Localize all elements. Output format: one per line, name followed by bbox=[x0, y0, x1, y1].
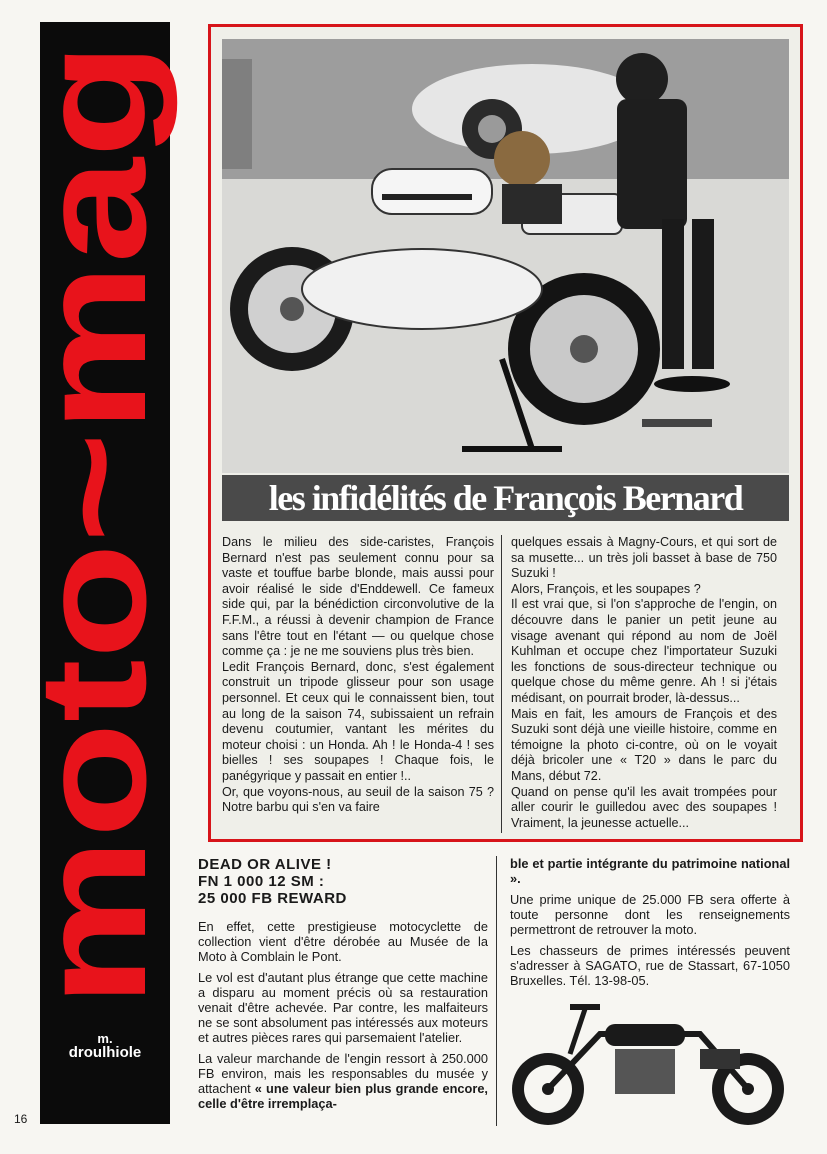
feature-paragraph: quelques essais à Magny-Cours, et qui sort de sa musette... un très joli basset à base de 750 Suzuki ! bbox=[511, 535, 777, 581]
masthead-title: moto~mag bbox=[8, 234, 178, 1007]
masthead-logo bbox=[8, 22, 178, 1022]
dead-or-alive-article bbox=[198, 856, 488, 1117]
dead-quote-bold: ble et partie intégrante du patrimoine national ». bbox=[510, 856, 790, 886]
dead-heading-line: DEAD OR ALIVE ! bbox=[198, 856, 332, 873]
author-name: droulhiole bbox=[68, 1044, 142, 1061]
feature-paragraph: Dans le milieu des side-caristes, François Bernard n'est pas seulement connu pour sa vaste et touffue barbe blonde, mais aussi pour avoir réalisé le side d'Enddewell. Ce fameux side qui, par la bénédiction circonvolutive de la F.F.M., a réussi à devenir champion de France sans l'être tout en l'étant — ou quelque chose comme ça : je ne me souviens plus très bien. bbox=[222, 535, 494, 659]
dead-heading bbox=[198, 856, 488, 907]
dead-paragraph bbox=[510, 856, 790, 886]
feature-paragraph: Il est vrai que, si l'on s'approche de l'engin, on découvre dans le panier un petit jeune au visage avenant qui répond au nom de Joël Kuhlman et occupe chez l'importateur Suzuki les fonctions de sous-directeur technique ou quelque chose du même genre. Ah ! si j'étais médisant, on pourrait broder, là-dessus... bbox=[511, 597, 777, 705]
feature-column-2 bbox=[511, 535, 777, 831]
feature-paragraph: Ledit François Bernard, donc, s'est également construit un tripode glisseur pour son usage personnel. Et ceux qui le connaissent bien, tout au long de la saison 74, subissaient un refrain devenu coutumier, vantant les mérites du moteur choisi : un Honda. Ah ! le Honda-4 ! ses bielles ! ses soupapes ! Chaque fois, le panégyrique y passait en entier !.. bbox=[222, 659, 494, 783]
dead-paragraph: Les chasseurs de primes intéressés peuvent s'adresser à SAGATO, rue de Stassart, 67-1050 Bruxelles. Tél. 13-98-05. bbox=[510, 943, 790, 988]
feature-paragraph: Quand on pense qu'il les avait trompées pour aller courir le guilledou avec des soupapes ! Vraiment, la jeunesse actuelle... bbox=[511, 784, 777, 830]
fn-motorcycle-illustration bbox=[510, 994, 790, 1132]
feature-photo bbox=[222, 39, 789, 473]
feature-paragraph: Or, que voyons-nous, au seuil de la saison 75 ? Notre barbu qui s'en va faire bbox=[222, 784, 494, 815]
dead-paragraph: Une prime unique de 25.000 FB sera offerte à toute personne dont les renseignements permettront de retrouver la moto. bbox=[510, 892, 790, 937]
author-byline bbox=[40, 1032, 170, 1060]
column-divider bbox=[501, 535, 502, 833]
page-number: 16 bbox=[14, 1112, 28, 1126]
dead-heading-line: 25 000 FB REWARD bbox=[198, 890, 347, 907]
feature-article bbox=[208, 24, 803, 842]
dead-paragraph: En effet, cette prestigieuse motocyclette de collection vient d'être dérobée au Musée de la Moto à Comblain le Pont. bbox=[198, 919, 488, 964]
dead-or-alive-article-continued bbox=[510, 856, 790, 994]
feature-paragraph: Mais en fait, les amours de François et des Suzuki sont déjà une vieille histoire, comme en témoigne la photo ci-contre, où on le voyait déjà bricoler une « T20 » dans le parc du Mans, début 72. bbox=[511, 706, 777, 783]
fn-motorcycle-photo bbox=[510, 994, 790, 1132]
feature-headline: les infidélités de François Bernard bbox=[222, 475, 789, 521]
feature-column-1 bbox=[222, 535, 494, 816]
sidecar-photo-illustration bbox=[222, 39, 789, 473]
column-divider bbox=[496, 856, 497, 1126]
dead-heading-line: FN 1 000 12 SM : bbox=[198, 873, 325, 890]
dead-paragraph bbox=[198, 1051, 488, 1111]
dead-quote-bold: « une valeur bien plus grande encore, celle d'être irremplaça- bbox=[198, 1081, 488, 1111]
feature-paragraph: Alors, François, et les soupapes ? bbox=[511, 581, 701, 596]
dead-paragraph: Le vol est d'autant plus étrange que cette machine a disparu au moment précis où sa restauration venait d'être achevée. Par contre, les malfaiteurs ne se sont absolument pas intéressés aux moteurs et autres pièces rares qui parsemaient l'atelier. bbox=[198, 970, 488, 1045]
dead-text: La valeur marchande de l'engin ressort à 250.000 FB environ, mais les responsables du musée y attachent bbox=[198, 1051, 488, 1096]
author-initial: m. bbox=[97, 1031, 113, 1046]
